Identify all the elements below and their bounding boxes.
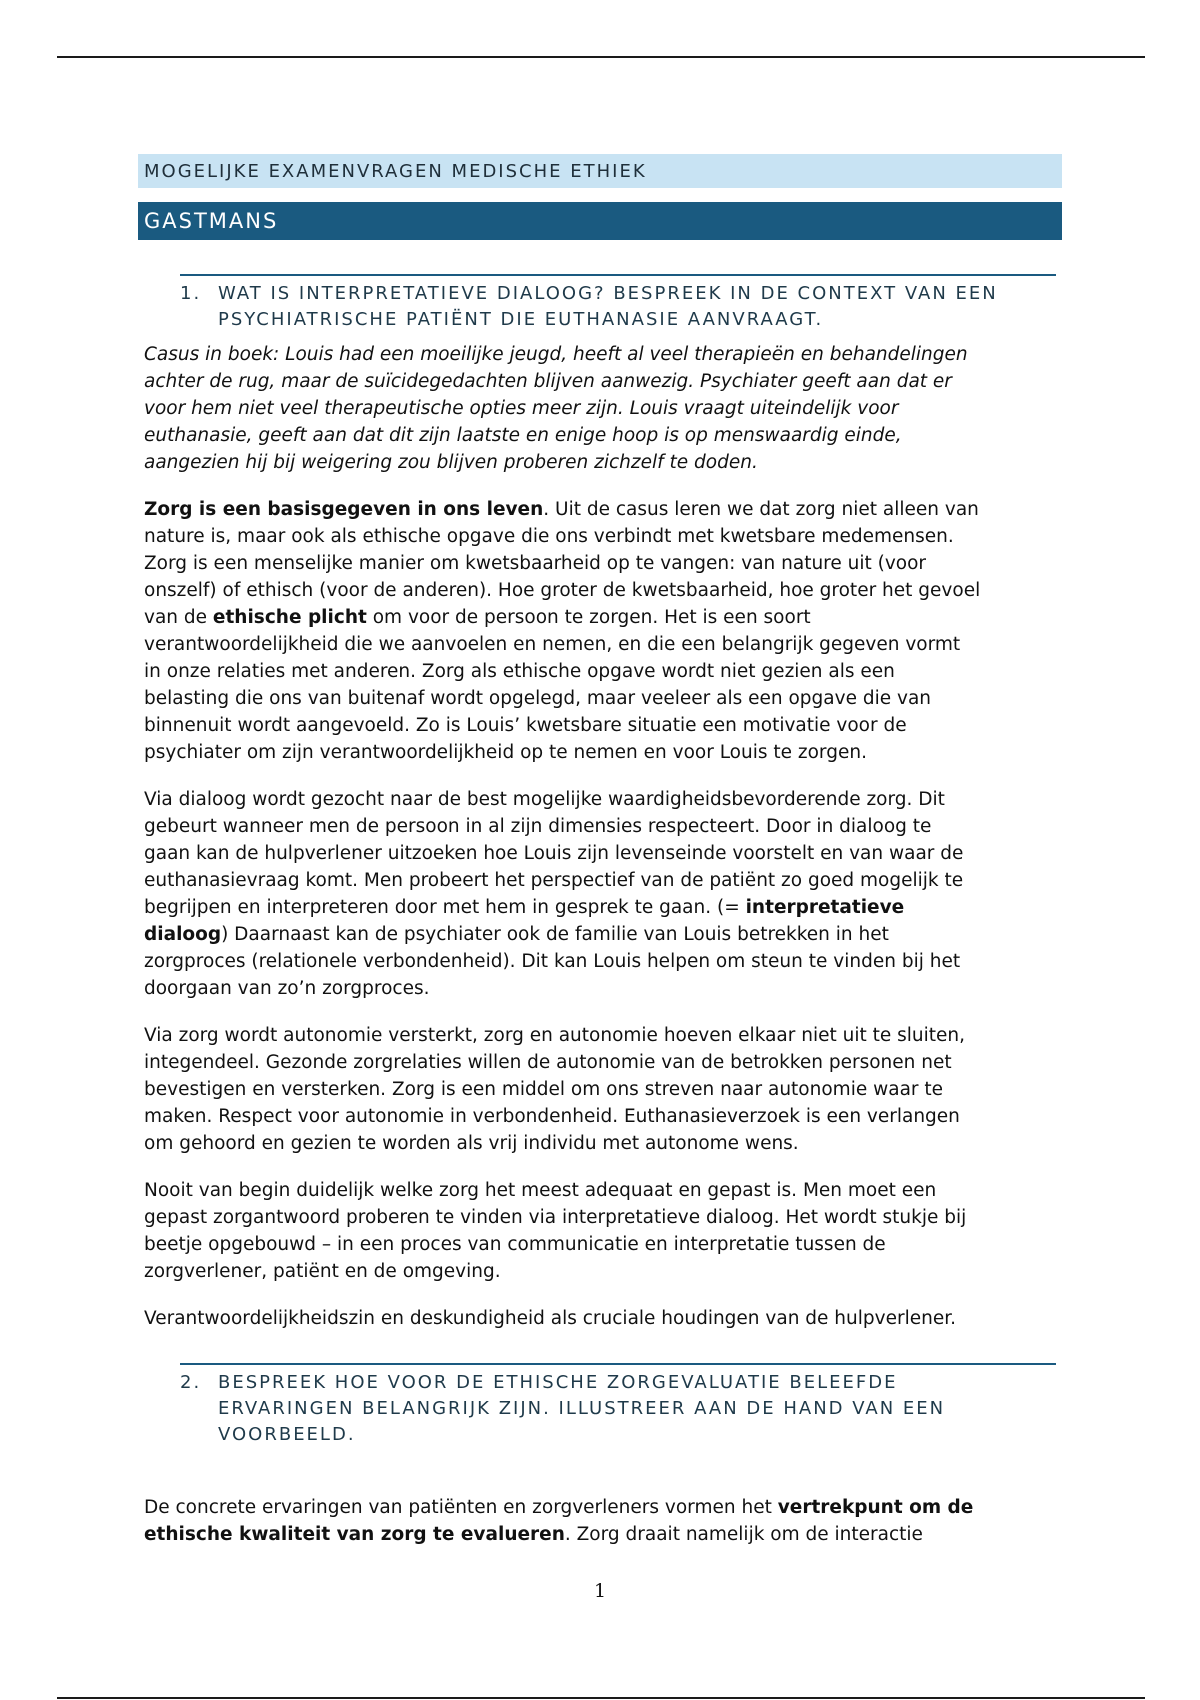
- document-title-banner: [138, 154, 1062, 188]
- text-line: De concrete ervaringen van patiënten en zorgverleners vormen het vertrekpunt om de: [144, 1497, 974, 1518]
- text-line: euthanasie, geeft aan dat dit zijn laatste en enige hoop is op menswaardig einde,: [144, 425, 902, 446]
- text-line: belasting die ons van buitenaf wordt opgelegd, maar veeleer als een opgave die van: [144, 688, 931, 709]
- text-line: bevestigen en versterken. Zorg is een middel om ons streven naar autonomie waar te: [144, 1079, 944, 1100]
- text-line: Verantwoordelijkheidszin en deskundigheid als cruciale houdingen van de hulpverlener.: [144, 1308, 956, 1329]
- section-heading-banner: [138, 202, 1062, 240]
- question-line: VOORBEELD.: [218, 1424, 356, 1445]
- text-line: doorgaan van zo’n zorgproces.: [144, 978, 430, 999]
- paragraph-autonomie: [138, 1022, 1062, 1157]
- text-line: zorgverlener, patiënt en de omgeving.: [144, 1261, 501, 1282]
- text-line: Via zorg wordt autonomie versterkt, zorg en autonomie hoeven elkaar niet uit te sluiten,: [144, 1025, 966, 1046]
- text-line: gebeurt wanneer men de persoon in al zijn dimensies respecteert. Door in dialoog te: [144, 816, 932, 837]
- text-line: van de ethische plicht om voor de persoon te zorgen. Het is een soort: [144, 607, 811, 628]
- text-line: voor hem niet veel therapeutische opties meer zijn. Louis vraagt uiteindelijk voor: [144, 398, 899, 419]
- bold-phrase: Zorg is een basisgegeven in ons leven: [144, 499, 544, 520]
- text-line: om gehoord en gezien te worden als vrij individu met autonome wens.: [144, 1133, 799, 1154]
- text-line: Via dialoog wordt gezocht naar de best mogelijke waardigheidsbevorderende zorg. Dit: [144, 789, 945, 810]
- text-line: verantwoordelijkheid die we aanvoelen en nemen, en die een belangrijk gegeven vormt: [144, 634, 961, 655]
- paragraph-zorgantwoord: [138, 1177, 1062, 1285]
- text-line: achter de rug, maar de suïcidegedachten blijven aanwezig. Psychiater geeft aan dat er: [144, 371, 952, 392]
- question-line: PSYCHIATRISCHE PATIËNT DIE EUTHANASIE AANVRAAGT.: [218, 309, 824, 330]
- paragraph-ervaringen: [138, 1494, 1062, 1548]
- paragraph-dialoog: [138, 786, 1062, 1002]
- bold-phrase: ethische plicht: [212, 607, 367, 628]
- text-line: integendeel. Gezonde zorgrelaties willen de autonomie van de betrokken personen net: [144, 1052, 952, 1073]
- text-line: Nooit van begin duidelijk welke zorg het meest adequaat en gepast is. Men moet een: [144, 1180, 937, 1201]
- text-line: aangezien hij bij weigering zou blijven proberen zichzelf te doden.: [144, 452, 758, 473]
- question-heading-2: [180, 1363, 1056, 1448]
- text-line: binnenuit wordt aangevoeld. Zo is Louis’ kwetsbare situatie een motivatie voor de: [144, 715, 907, 736]
- question-line: ERVARINGEN BELANGRIJK ZIJN. ILLUSTREER AAN DE HAND VAN EEN: [218, 1398, 946, 1419]
- document-title: MOGELIJKE EXAMENVRAGEN MEDISCHE ETHIEK: [144, 161, 647, 182]
- text-line: nature is, maar ook als ethische opgave die ons verbindt met kwetsbare medemensen.: [144, 526, 954, 547]
- text-line: maken. Respect voor autonomie in verbondenheid. Euthanasieverzoek is een verlangen: [144, 1106, 960, 1127]
- text-line: onszelf) of ethisch (voor de anderen). Hoe groter de kwetsbaarheid, hoe groter het gevoel: [144, 580, 981, 601]
- page-number: 1: [593, 1580, 607, 1602]
- question-number: 1.: [180, 283, 202, 304]
- text-line: in onze relaties met anderen. Zorg als ethische opgave wordt niet gezien als een: [144, 661, 895, 682]
- bold-phrase: interpretatieve: [745, 897, 905, 918]
- question-heading-1: [180, 274, 1056, 333]
- casus-paragraph: [138, 341, 1062, 476]
- text-line: gepast zorgantwoord proberen te vinden via interpretatieve dialoog. Het wordt stukje bij: [144, 1207, 967, 1228]
- question-text: [218, 1370, 1056, 1448]
- question-line: WAT IS INTERPRETATIEVE DIALOOG? BESPREEK IN DE CONTEXT VAN EEN: [218, 283, 998, 304]
- text-line: Zorg is een menselijke manier om kwetsbaarheid op te vangen: van nature uit (voor: [144, 553, 927, 574]
- text-line: ethische kwaliteit van zorg te evalueren. Zorg draait namelijk om de interactie: [144, 1524, 923, 1545]
- text-line: Casus in boek: Louis had een moeilijke jeugd, heeft al veel therapieën en behandelingen: [144, 344, 968, 365]
- bold-phrase: dialoog: [144, 924, 222, 945]
- question-line: BESPREEK HOE VOOR DE ETHISCHE ZORGEVALUATIE BELEEFDE: [218, 1372, 898, 1393]
- top-rule: [57, 56, 1145, 58]
- question-number: 2.: [180, 1372, 202, 1393]
- text-line: beetje opgebouwd – in een proces van communicatie en interpretatie tussen de: [144, 1234, 886, 1255]
- text-line: begrijpen en interpreteren door met hem in gesprek te gaan. (= interpretatieve: [144, 897, 905, 918]
- section-heading: GASTMANS: [144, 209, 279, 233]
- text-line: Zorg is een basisgegeven in ons leven. Uit de casus leren we dat zorg niet alleen van: [144, 499, 979, 520]
- text-line: psychiater om zijn verantwoordelijkheid op te nemen en voor Louis te zorgen.: [144, 742, 867, 763]
- text-line: zorgproces (relationele verbondenheid). Dit kan Louis helpen om steun te vinden bij het: [144, 951, 961, 972]
- bottom-rule: [57, 1697, 1145, 1699]
- paragraph-zorg-basisgegeven: [138, 496, 1062, 766]
- paragraph-houdingen: [138, 1305, 1062, 1332]
- bold-phrase: ethische kwaliteit van zorg te evalueren: [144, 1524, 565, 1545]
- page-content: [138, 154, 1062, 1548]
- text-line: dialoog) Daarnaast kan de psychiater ook de familie van Louis betrekken in het: [144, 924, 889, 945]
- text-line: gaan kan de hulpverlener uitzoeken hoe Louis zijn levenseinde voorstelt en van waar de: [144, 843, 964, 864]
- text-line: euthanasievraag komt. Men probeert het perspectief van de patiënt zo goed mogelijk te: [144, 870, 964, 891]
- question-text: [218, 281, 1056, 333]
- bold-phrase: vertrekpunt om de: [777, 1497, 974, 1518]
